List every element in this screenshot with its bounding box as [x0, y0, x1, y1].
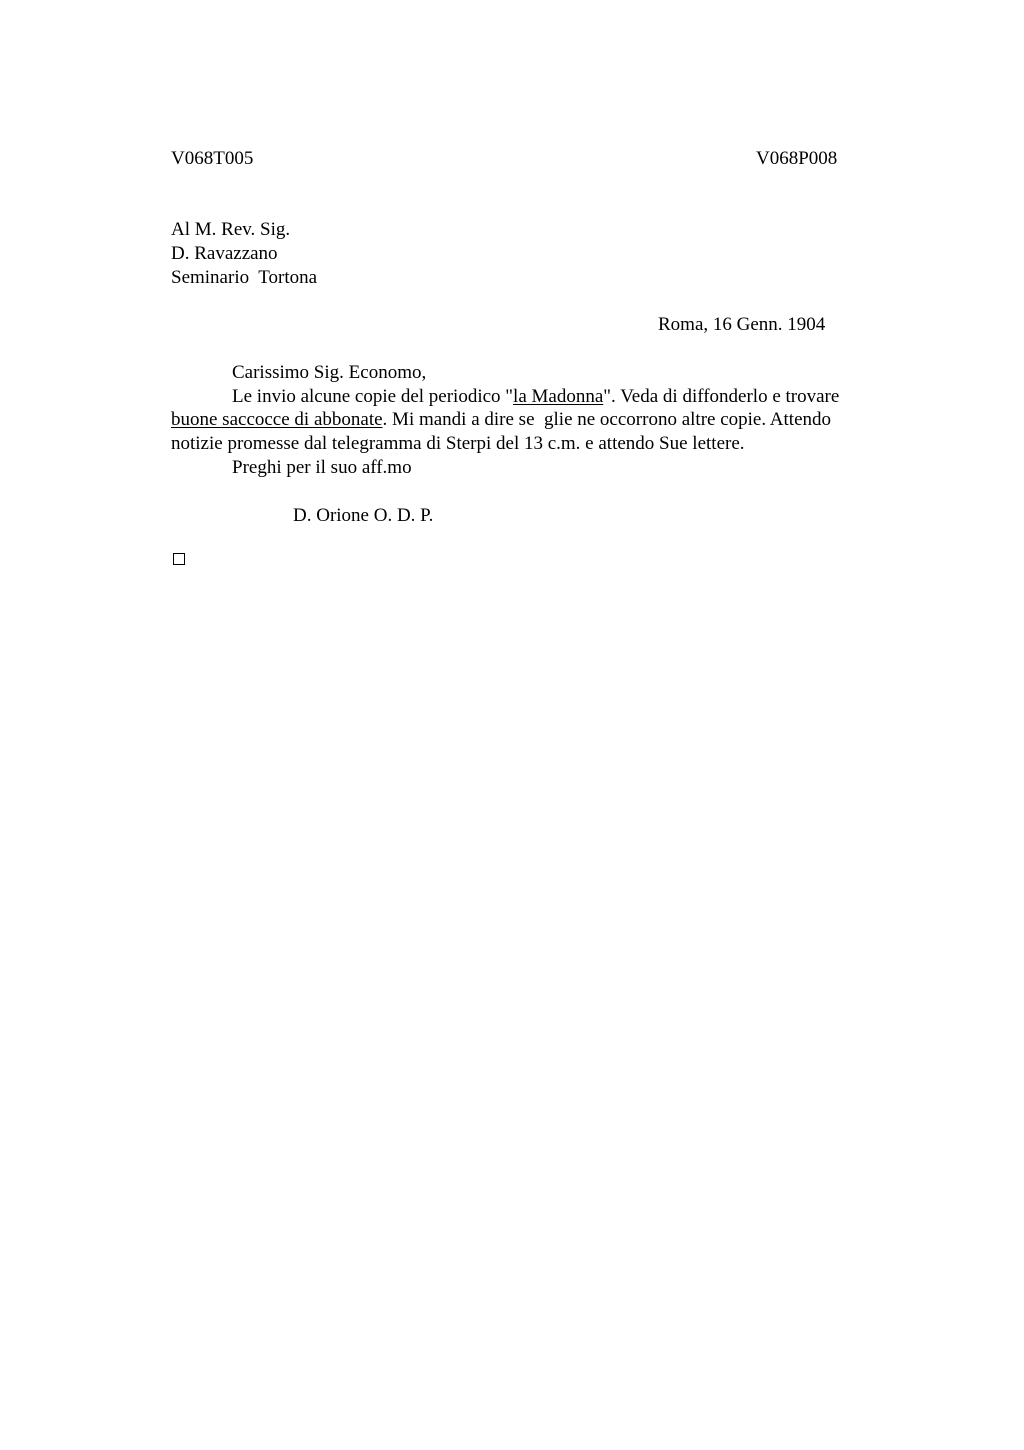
body-line-1 [232, 385, 839, 409]
signature: D. Orione O. D. P. [293, 505, 434, 526]
body-text: Le invio alcune copie del periodico " [232, 386, 514, 407]
body-line-2 [171, 408, 831, 432]
body-line-4: Preghi per il suo aff.mo [232, 457, 412, 478]
address-line-1: Al M. Rev. Sig. [171, 219, 291, 240]
document-code-left: V068T005 [171, 148, 254, 169]
address-line-2: D. Ravazzano [171, 243, 278, 264]
body-line-3: notizie promesse dal telegramma di Sterpi del 13 c.m. e attendo Sue lettere. [171, 433, 745, 454]
body-text: ". Veda di diffonderlo e trovare [603, 386, 840, 407]
document-code-right: V068P008 [756, 148, 838, 169]
underlined-phrase: buone saccocce di abbonate [171, 409, 383, 430]
salutation: Carissimo Sig. Economo, [232, 362, 427, 383]
underlined-title: la Madonna [513, 386, 604, 407]
letter-date: Roma, 16 Genn. 1904 [658, 314, 826, 335]
address-line-3: Seminario Tortona [171, 267, 318, 288]
square-mark-icon [173, 553, 185, 565]
body-text: . Mi mandi a dire se glie ne occorrono altre copie. Attendo [382, 409, 832, 430]
